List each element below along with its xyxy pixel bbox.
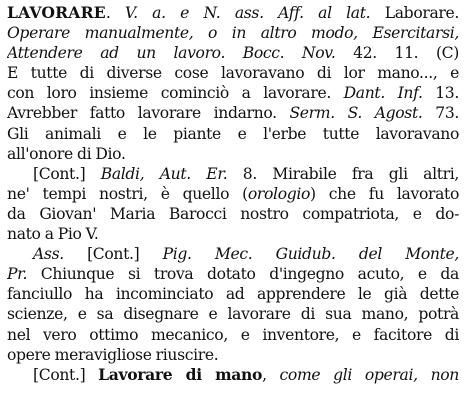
entry-lavorare bbox=[7, 3, 459, 385]
text-run: Ass. bbox=[33, 245, 64, 264]
entry-line bbox=[7, 325, 459, 345]
entry-line bbox=[7, 204, 459, 224]
entry-line bbox=[7, 23, 459, 43]
text-run: orologio bbox=[247, 184, 311, 203]
text-run: Avrebber fatto lavorare indarno. bbox=[7, 104, 290, 123]
text-run: [Cont.] bbox=[63, 245, 163, 264]
text-run: Operare manualmente, o in altro modo, Esercitarsi, bbox=[7, 24, 459, 43]
text-run: 42. 11. (C) bbox=[335, 44, 459, 63]
entry-line bbox=[7, 244, 459, 264]
entry-line bbox=[7, 284, 459, 304]
text-run: [Cont.] bbox=[33, 365, 99, 384]
text-run: all'onore di Dio. bbox=[7, 144, 126, 163]
entry-line bbox=[7, 264, 459, 284]
entry-line bbox=[7, 224, 459, 244]
entry-line bbox=[7, 43, 459, 63]
text-run: LAVORARE bbox=[7, 3, 106, 22]
text-run: Dant. Inf. bbox=[343, 84, 423, 103]
text-run: con loro insieme cominciò a lavorare. bbox=[7, 84, 344, 103]
entry-line bbox=[7, 144, 459, 164]
text-run: Laborare. bbox=[370, 4, 459, 22]
text-run: come gli operai, non bbox=[279, 365, 459, 384]
text-run: Baldi, Aut. Er. bbox=[100, 164, 228, 183]
text-run: ne' tempi nostri, è quello ( bbox=[7, 184, 248, 203]
entry-line bbox=[7, 304, 459, 324]
entry-line bbox=[7, 164, 459, 184]
text-run: [Cont.] bbox=[33, 164, 101, 183]
entry-line bbox=[7, 83, 459, 103]
text-run: da Giovan' Maria Barocci nostro compatriota, e do- bbox=[7, 204, 459, 223]
text-run: , bbox=[262, 365, 280, 384]
text-run: . bbox=[105, 4, 125, 22]
entry-line bbox=[7, 345, 459, 365]
entry-line bbox=[7, 63, 459, 83]
entry-line bbox=[7, 365, 459, 385]
text-run: Attendere ad un lavoro. Bocc. Nov. bbox=[7, 44, 336, 63]
entry-line bbox=[7, 3, 459, 23]
entry-line bbox=[7, 124, 459, 144]
text-run: V. a. e N. ass. Aff. al lat. bbox=[124, 4, 371, 22]
text-run: Serm. S. Agost. bbox=[289, 104, 423, 123]
text-run: nato a Pio V. bbox=[7, 225, 99, 244]
text-run: 13. bbox=[422, 84, 459, 103]
text-run: fanciullo ha incominciato ad apprendere le già dette bbox=[7, 285, 459, 304]
text-run: opere meravigliose riuscire. bbox=[7, 345, 219, 364]
text-run: Chiunque si trova dotato d'ingegno acuto, e da bbox=[27, 265, 459, 284]
text-run: scienze, e sa disegnare e lavorare di sua mano, potrà bbox=[7, 305, 459, 324]
text-run: Pig. Mec. Guidub. del Monte, bbox=[162, 245, 459, 264]
text-run: Gli animali e le piante e l'erbe tutte lavoravano bbox=[7, 124, 459, 143]
text-run: 73. bbox=[422, 104, 459, 123]
text-run: ) che fu lavorato bbox=[310, 184, 459, 203]
text-run: E tutte di diverse cose lavoravano di lor mano..., e bbox=[7, 64, 459, 83]
entry-line bbox=[7, 103, 459, 123]
text-run: nel vero ottimo mecanico, e inventore, e facitore di bbox=[7, 325, 459, 344]
text-run: 8. Mirabile fra gli altri, bbox=[227, 164, 459, 183]
text-run: Pr. bbox=[7, 265, 28, 284]
text-run: Lavorare di mano bbox=[98, 364, 263, 384]
entry-line bbox=[7, 184, 459, 204]
